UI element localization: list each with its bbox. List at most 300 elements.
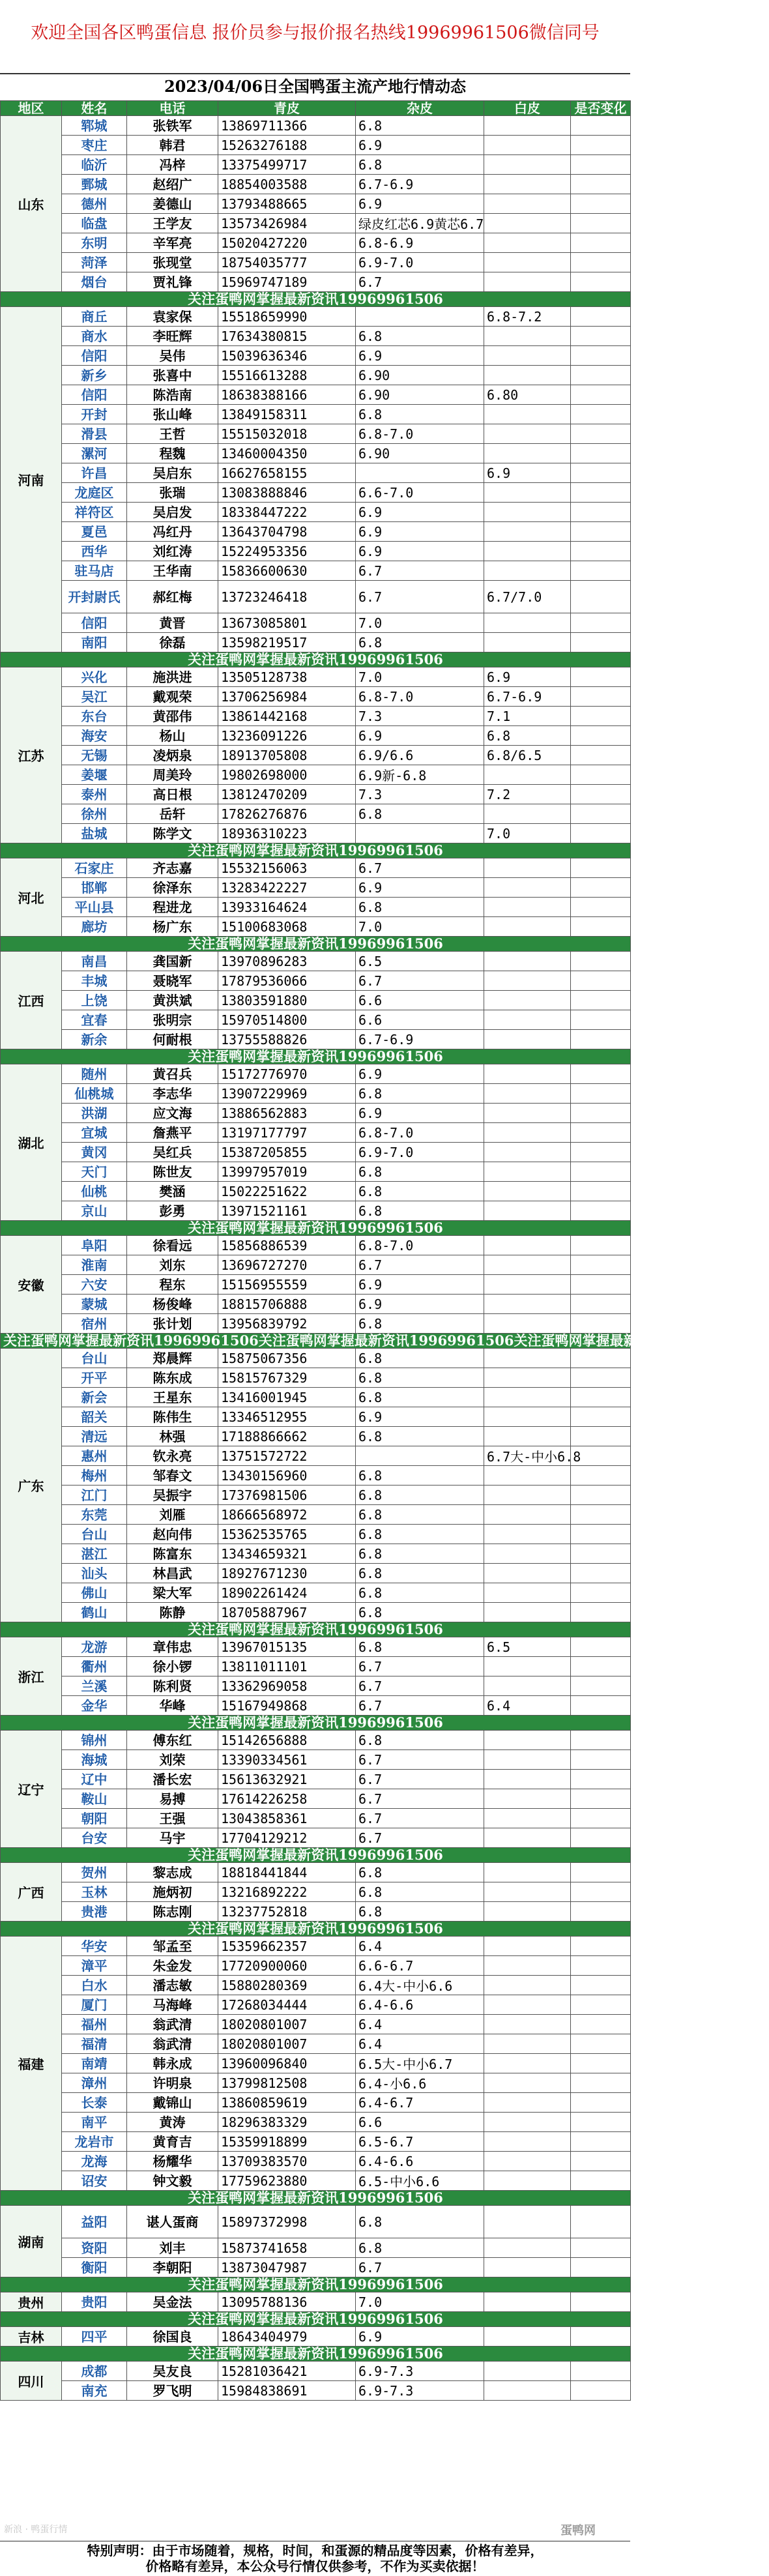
name-cell: 凌炳泉: [127, 746, 218, 765]
mixed-shell-price-cell: [484, 1255, 571, 1275]
phone-cell: 15897372998: [218, 2206, 356, 2238]
white-shell-price-cell: [571, 1789, 631, 1809]
column-header-mixed-shell: 杂皮: [356, 101, 484, 116]
mixed-shell-price-cell: [484, 1295, 571, 1314]
green-shell-price-cell: 6.4-6.7: [356, 2093, 484, 2113]
name-cell: 王华南: [127, 561, 218, 581]
green-shell-price-cell: 6.9: [356, 503, 484, 522]
green-shell-price-cell: 7.0: [356, 2292, 484, 2312]
green-shell-price-cell: 6.7: [356, 971, 484, 991]
city-cell: 金华: [62, 1696, 127, 1716]
phone-cell: 15969747189: [218, 272, 356, 292]
mixed-shell-price-cell: [484, 483, 571, 503]
table-row: [1, 2292, 631, 2312]
white-shell-price-cell: [571, 522, 631, 542]
table-row: [1, 1368, 631, 1388]
table-row: [1, 952, 631, 971]
region-cell: 湖北: [1, 1064, 62, 1221]
table-row: [1, 1750, 631, 1770]
mixed-shell-price-cell: [484, 1956, 571, 1976]
name-cell: 李志华: [127, 1084, 218, 1104]
white-shell-price-cell: [571, 503, 631, 522]
city-cell: 白水: [62, 1976, 127, 1995]
mixed-shell-price-cell: [484, 116, 571, 136]
green-shell-price-cell: 6.7: [356, 1657, 484, 1676]
name-cell: 黄洪斌: [127, 991, 218, 1010]
green-shell-price-cell: 6.8: [356, 1084, 484, 1104]
table-row: [1, 1201, 631, 1221]
promo-banner-text: 关注蛋鸭网掌握最新资讯19969961506: [1, 1221, 631, 1236]
white-shell-price-cell: [571, 1236, 631, 1255]
phone-cell: 13283422227: [218, 878, 356, 898]
phone-cell: 17826276876: [218, 804, 356, 824]
name-cell: 姜德山: [127, 194, 218, 214]
green-shell-price-cell: [356, 307, 484, 327]
name-cell: 杨俊峰: [127, 1295, 218, 1314]
mixed-shell-price-cell: [484, 765, 571, 785]
green-shell-price-cell: 6.9: [356, 1064, 484, 1084]
city-cell: 佛山: [62, 1583, 127, 1603]
table-row: [1, 1882, 631, 1902]
city-cell: 衡阳: [62, 2258, 127, 2277]
phone-cell: 15387205855: [218, 1143, 356, 1162]
city-cell: 锦州: [62, 1731, 127, 1750]
mixed-shell-price-cell: [484, 2292, 571, 2312]
phone-cell: 18643404979: [218, 2327, 356, 2347]
city-cell: 梅州: [62, 1466, 127, 1486]
white-shell-price-cell: [571, 917, 631, 937]
green-shell-price-cell: 6.6: [356, 2113, 484, 2132]
phone-cell: 17268034444: [218, 1995, 356, 2015]
city-cell: 龙海: [62, 2152, 127, 2171]
white-shell-price-cell: [571, 2113, 631, 2132]
mixed-shell-price-cell: [484, 366, 571, 385]
city-cell: 漳平: [62, 1956, 127, 1976]
white-shell-price-cell: [571, 1828, 631, 1848]
city-cell: 商丘: [62, 307, 127, 327]
name-cell: 杨广东: [127, 917, 218, 937]
white-shell-price-cell: [571, 613, 631, 633]
mixed-shell-price-cell: [484, 1976, 571, 1995]
city-cell: 南平: [62, 2113, 127, 2132]
white-shell-price-cell: [571, 2073, 631, 2093]
promo-banner-text: 关注蛋鸭网掌握最新资讯19969961506: [1, 2347, 631, 2362]
city-cell: 华安: [62, 1937, 127, 1956]
white-shell-price-cell: [571, 1084, 631, 1104]
mixed-shell-price-cell: [484, 971, 571, 991]
city-cell: 无锡: [62, 746, 127, 765]
name-cell: 辛军亮: [127, 233, 218, 253]
table-row: [1, 1676, 631, 1696]
green-shell-price-cell: 6.4: [356, 1937, 484, 1956]
white-shell-price-cell: [571, 1882, 631, 1902]
table-row: [1, 175, 631, 194]
table-row: [1, 2132, 631, 2152]
white-shell-price-cell: [571, 1731, 631, 1750]
white-shell-price-cell: [571, 444, 631, 463]
phone-cell: 13723246418: [218, 581, 356, 613]
name-cell: 王学友: [127, 214, 218, 233]
name-cell: 刘东: [127, 1255, 218, 1275]
white-shell-price-cell: [571, 1349, 631, 1368]
name-cell: 徐磊: [127, 633, 218, 652]
region-cell: 湖南: [1, 2206, 62, 2277]
phone-cell: 15362535765: [218, 1525, 356, 1544]
white-shell-price-cell: [571, 307, 631, 327]
city-cell: 驻马店: [62, 561, 127, 581]
green-shell-price-cell: 6.9: [356, 878, 484, 898]
phone-cell: 18020801007: [218, 2034, 356, 2054]
name-cell: 高日根: [127, 785, 218, 804]
white-shell-price-cell: [571, 2152, 631, 2171]
mixed-shell-price-cell: [484, 1564, 571, 1583]
white-shell-price-cell: [571, 405, 631, 424]
green-shell-price-cell: 6.7: [356, 1750, 484, 1770]
promo-banner-row: [1, 843, 631, 858]
name-cell: 彭勇: [127, 1201, 218, 1221]
city-cell: 廊坊: [62, 917, 127, 937]
green-shell-price-cell: 7.0: [356, 667, 484, 687]
column-header-change: 是否变化: [571, 101, 631, 116]
phone-cell: 19802698000: [218, 765, 356, 785]
phone-cell: 13956839792: [218, 1314, 356, 1334]
phone-cell: 15263276188: [218, 136, 356, 155]
green-shell-price-cell: [356, 1446, 484, 1466]
white-shell-price-cell: [571, 1583, 631, 1603]
phone-cell: 13960096840: [218, 2054, 356, 2073]
name-cell: 陈世友: [127, 1162, 218, 1182]
name-cell: 陈志刚: [127, 1902, 218, 1922]
table-row: [1, 1275, 631, 1295]
phone-cell: 13236091226: [218, 726, 356, 746]
green-shell-price-cell: 6.7: [356, 561, 484, 581]
mixed-shell-price-cell: [484, 613, 571, 633]
phone-cell: 15856886539: [218, 1236, 356, 1255]
phone-cell: 17376981506: [218, 1486, 356, 1505]
city-cell: 惠州: [62, 1446, 127, 1466]
name-cell: 陈利贤: [127, 1676, 218, 1696]
mixed-shell-price-cell: [484, 2073, 571, 2093]
mixed-shell-price-cell: [484, 272, 571, 292]
white-shell-price-cell: [571, 1956, 631, 1976]
city-cell: 新乡: [62, 366, 127, 385]
green-shell-price-cell: 6.8-6.9: [356, 233, 484, 253]
white-shell-price-cell: [571, 1657, 631, 1676]
promo-banner-text: 关注蛋鸭网掌握最新资讯19969961506关注蛋鸭网掌握最新资讯19969961506关注蛋鸭网掌握最新资讯19969961506: [1, 1334, 631, 1349]
city-cell: 洪湖: [62, 1104, 127, 1123]
phone-cell: 13706256984: [218, 687, 356, 707]
green-shell-price-cell: 6.8: [356, 1902, 484, 1922]
name-cell: 陈富东: [127, 1544, 218, 1564]
name-cell: 徐看远: [127, 1236, 218, 1255]
city-cell: 吴江: [62, 687, 127, 707]
promo-banner-row: [1, 1922, 631, 1937]
mixed-shell-price-cell: [484, 1104, 571, 1123]
white-shell-price-cell: [571, 2171, 631, 2191]
table-row: [1, 233, 631, 253]
mixed-shell-price-cell: [484, 1123, 571, 1143]
table-row: [1, 785, 631, 804]
table-row: [1, 1010, 631, 1030]
table-header-row: [1, 101, 631, 116]
white-shell-price-cell: [571, 581, 631, 613]
name-cell: 罗飞明: [127, 2381, 218, 2401]
phone-cell: 15836600630: [218, 561, 356, 581]
table-row: [1, 327, 631, 346]
city-cell: 漯河: [62, 444, 127, 463]
white-shell-price-cell: [571, 366, 631, 385]
promo-banner-text: 关注蛋鸭网掌握最新资讯19969961506: [1, 652, 631, 667]
city-cell: 姜堰: [62, 765, 127, 785]
city-cell: 四平: [62, 2327, 127, 2347]
mixed-shell-price-cell: [484, 2113, 571, 2132]
table-row: [1, 136, 631, 155]
watermark-logo: 蛋鸭网: [560, 2524, 596, 2538]
table-row: [1, 1995, 631, 2015]
table-row: [1, 1466, 631, 1486]
green-shell-price-cell: 6.8: [356, 2206, 484, 2238]
white-shell-price-cell: [571, 1995, 631, 2015]
table-row: [1, 2206, 631, 2238]
green-shell-price-cell: 6.7: [356, 272, 484, 292]
white-shell-price-cell: [571, 116, 631, 136]
footer-disclaimer: [0, 2541, 630, 2576]
column-header-name: 姓名: [62, 101, 127, 116]
white-shell-price-cell: [571, 707, 631, 726]
phone-cell: 18913705808: [218, 746, 356, 765]
name-cell: 邹孟至: [127, 1937, 218, 1956]
name-cell: 应文海: [127, 1104, 218, 1123]
mixed-shell-price-cell: [484, 1731, 571, 1750]
mixed-shell-price-cell: 7.0: [484, 824, 571, 843]
promo-banner-text: 关注蛋鸭网掌握最新资讯19969961506: [1, 1922, 631, 1937]
phone-cell: 13933164624: [218, 898, 356, 917]
table-row: [1, 1104, 631, 1123]
green-shell-price-cell: 6.9: [356, 2327, 484, 2347]
promo-banner-row: [1, 1049, 631, 1064]
phone-cell: 15984838691: [218, 2381, 356, 2401]
phone-cell: 18936310223: [218, 824, 356, 843]
phone-cell: 17720900060: [218, 1956, 356, 1976]
green-shell-price-cell: 6.8: [356, 1525, 484, 1544]
promo-banner-row: [1, 2191, 631, 2206]
promo-banner-text: 关注蛋鸭网掌握最新资讯19969961506: [1, 1716, 631, 1731]
phone-cell: 13598219517: [218, 633, 356, 652]
green-shell-price-cell: 6.6: [356, 1010, 484, 1030]
phone-cell: 13416001945: [218, 1388, 356, 1407]
promo-banner-row: [1, 1848, 631, 1863]
table-row: [1, 1828, 631, 1848]
city-cell: 开平: [62, 1368, 127, 1388]
table-row: [1, 878, 631, 898]
name-cell: 徐小锣: [127, 1657, 218, 1676]
city-cell: 兴化: [62, 667, 127, 687]
city-cell: 海城: [62, 1750, 127, 1770]
white-shell-price-cell: [571, 1544, 631, 1564]
phone-cell: 16627658155: [218, 463, 356, 483]
city-cell: 玉林: [62, 1882, 127, 1902]
mixed-shell-price-cell: [484, 1182, 571, 1201]
mixed-shell-price-cell: [484, 424, 571, 444]
mixed-shell-price-cell: [484, 1676, 571, 1696]
green-shell-price-cell: 6.9-7.0: [356, 253, 484, 272]
green-shell-price-cell: 6.8: [356, 1314, 484, 1334]
green-shell-price-cell: 6.8: [356, 1486, 484, 1505]
name-cell: 翁武清: [127, 2034, 218, 2054]
white-shell-price-cell: [571, 952, 631, 971]
city-cell: 汕头: [62, 1564, 127, 1583]
mixed-shell-price-cell: [484, 2152, 571, 2171]
mixed-shell-price-cell: [484, 2054, 571, 2073]
phone-cell: 15281036421: [218, 2362, 356, 2381]
promo-banner-text: 关注蛋鸭网掌握最新资讯19969961506: [1, 292, 631, 307]
name-cell: 张计划: [127, 1314, 218, 1334]
white-shell-price-cell: [571, 1275, 631, 1295]
mixed-shell-price-cell: [484, 1427, 571, 1446]
city-cell: 清远: [62, 1427, 127, 1446]
table-row: [1, 385, 631, 405]
name-cell: 易搏: [127, 1789, 218, 1809]
phone-cell: 13197177797: [218, 1123, 356, 1143]
table-row: [1, 522, 631, 542]
phone-cell: 18815706888: [218, 1295, 356, 1314]
white-shell-price-cell: [571, 1525, 631, 1544]
phone-cell: 13997957019: [218, 1162, 356, 1182]
table-row: [1, 2152, 631, 2171]
mixed-shell-price-cell: [484, 1544, 571, 1564]
name-cell: 傅东红: [127, 1731, 218, 1750]
phone-cell: 18902261424: [218, 1583, 356, 1603]
name-cell: 吴伟: [127, 346, 218, 366]
phone-cell: 15515032018: [218, 424, 356, 444]
table-body: [1, 116, 769, 2401]
disclaimer-line-2: 价格略有差异，本公众号行情仅供参考，不作为买卖依据！: [145, 2558, 485, 2574]
table-row: [1, 253, 631, 272]
white-shell-price-cell: [571, 1486, 631, 1505]
mixed-shell-price-cell: [484, 561, 571, 581]
city-cell: 开封尉氏: [62, 581, 127, 613]
phone-cell: 18705887967: [218, 1603, 356, 1622]
phone-cell: 13970896283: [218, 952, 356, 971]
city-cell: 丰城: [62, 971, 127, 991]
mixed-shell-price-cell: 6.8: [484, 726, 571, 746]
table-row: [1, 1956, 631, 1976]
mixed-shell-price-cell: [484, 2171, 571, 2191]
region-cell: 四川: [1, 2362, 62, 2401]
mixed-shell-price-cell: [484, 2362, 571, 2381]
name-cell: 张铁军: [127, 116, 218, 136]
phone-cell: 13803591880: [218, 991, 356, 1010]
green-shell-price-cell: 6.8: [356, 327, 484, 346]
phone-cell: 13971521161: [218, 1201, 356, 1221]
white-shell-price-cell: [571, 1750, 631, 1770]
table-row: [1, 272, 631, 292]
city-cell: 台安: [62, 1828, 127, 1848]
mixed-shell-price-cell: [484, 1750, 571, 1770]
green-shell-price-cell: 6.8: [356, 1637, 484, 1657]
city-cell: 阜阳: [62, 1236, 127, 1255]
mixed-shell-price-cell: [484, 1084, 571, 1104]
phone-cell: 15359918899: [218, 2132, 356, 2152]
green-shell-price-cell: 6.8-7.0: [356, 1236, 484, 1255]
green-shell-price-cell: 6.8: [356, 1882, 484, 1902]
city-cell: 徐州: [62, 804, 127, 824]
mixed-shell-price-cell: [484, 2258, 571, 2277]
name-cell: 郝红梅: [127, 581, 218, 613]
phone-cell: 18818441844: [218, 1863, 356, 1882]
white-shell-price-cell: [571, 214, 631, 233]
green-shell-price-cell: 6.8: [356, 116, 484, 136]
table-row: [1, 483, 631, 503]
name-cell: 贾礼锋: [127, 272, 218, 292]
name-cell: 施炳初: [127, 1882, 218, 1902]
mixed-shell-price-cell: [484, 898, 571, 917]
phone-cell: 13873047987: [218, 2258, 356, 2277]
mixed-shell-price-cell: 6.8-7.2: [484, 307, 571, 327]
green-shell-price-cell: 6.8-7.0: [356, 424, 484, 444]
green-shell-price-cell: [356, 824, 484, 843]
promo-banner-text: 关注蛋鸭网掌握最新资讯19969961506: [1, 843, 631, 858]
mixed-shell-price-cell: [484, 194, 571, 214]
name-cell: 樊涵: [127, 1182, 218, 1201]
mixed-shell-price-cell: [484, 1143, 571, 1162]
white-shell-price-cell: [571, 2054, 631, 2073]
phone-cell: 18754035777: [218, 253, 356, 272]
phone-cell: 13375499717: [218, 155, 356, 175]
city-cell: 鄄城: [62, 175, 127, 194]
table-row: [1, 1583, 631, 1603]
city-cell: 南靖: [62, 2054, 127, 2073]
white-shell-price-cell: [571, 1104, 631, 1123]
name-cell: 齐志嘉: [127, 858, 218, 878]
city-cell: 新余: [62, 1030, 127, 1049]
city-cell: 龙庭区: [62, 483, 127, 503]
white-shell-price-cell: [571, 1603, 631, 1622]
city-cell: 衢州: [62, 1657, 127, 1676]
table-row: [1, 1525, 631, 1544]
phone-cell: 15532156063: [218, 858, 356, 878]
city-cell: 黄冈: [62, 1143, 127, 1162]
table-row: [1, 366, 631, 385]
mixed-shell-price-cell: [484, 1030, 571, 1049]
city-cell: 龙岩市: [62, 2132, 127, 2152]
promo-banner-row: [1, 2312, 631, 2327]
green-shell-price-cell: 6.9: [356, 542, 484, 561]
name-cell: 马海峰: [127, 1995, 218, 2015]
phone-cell: 15516613288: [218, 366, 356, 385]
promo-banner-row: [1, 1716, 631, 1731]
white-shell-price-cell: [571, 1182, 631, 1201]
white-shell-price-cell: [571, 2206, 631, 2238]
name-cell: 潘长宏: [127, 1770, 218, 1789]
city-cell: 京山: [62, 1201, 127, 1221]
name-cell: 陈浩南: [127, 385, 218, 405]
name-cell: 戴观荣: [127, 687, 218, 707]
mixed-shell-price-cell: [484, 1583, 571, 1603]
name-cell: 许明泉: [127, 2073, 218, 2093]
name-cell: 王强: [127, 1809, 218, 1828]
phone-cell: 15518659990: [218, 307, 356, 327]
white-shell-price-cell: [571, 2238, 631, 2258]
city-cell: 西华: [62, 542, 127, 561]
white-shell-price-cell: [571, 1143, 631, 1162]
city-cell: 盐城: [62, 824, 127, 843]
white-shell-price-cell: [571, 858, 631, 878]
promo-banner-text: 关注蛋鸭网掌握最新资讯19969961506: [1, 1848, 631, 1863]
mixed-shell-price-cell: [484, 2206, 571, 2238]
mixed-shell-price-cell: [484, 1882, 571, 1902]
table-row: [1, 858, 631, 878]
